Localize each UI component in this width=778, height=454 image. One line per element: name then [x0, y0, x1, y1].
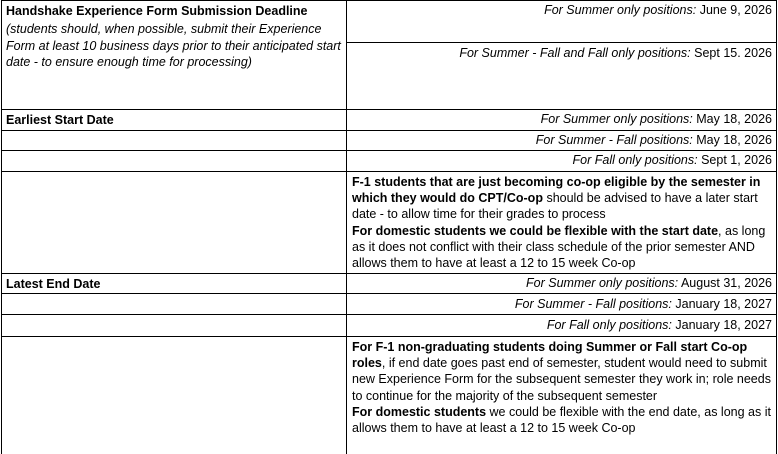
date-label: For Fall only positions:	[546, 318, 672, 332]
cell-deadline-dates[interactable]	[347, 1, 776, 109]
cell-empty[interactable]	[1, 294, 347, 315]
date-value: June 9, 2026	[699, 3, 772, 17]
date-value: January 18, 2027	[675, 297, 772, 311]
date-label: For Summer - Fall positions:	[514, 297, 672, 311]
end-date-fall	[547, 318, 772, 333]
start-date-summer-fall	[536, 133, 772, 148]
grid-line	[776, 0, 777, 454]
row-start-fall	[1, 151, 776, 172]
date-value: Sept 15. 2026	[694, 46, 772, 60]
row-end-note	[1, 337, 776, 454]
date-value: August 31, 2026	[680, 276, 772, 290]
start-note-domestic-text: , as long as it does not conflict with their class schedule of the prior semester AND allows them to have at least a 12 to 15 week Co-op	[352, 223, 766, 271]
start-date-summer	[541, 112, 772, 127]
cell-end-header[interactable]	[1, 274, 347, 294]
cell-empty[interactable]	[1, 337, 347, 454]
deadline-date-fall	[459, 46, 772, 61]
end-date-summer-fall	[515, 297, 772, 312]
start-note	[352, 174, 774, 271]
cell-empty[interactable]	[1, 151, 347, 172]
date-value: January 18, 2027	[675, 318, 772, 332]
deadline-date-summer	[544, 3, 772, 18]
grid-line	[1, 0, 2, 454]
start-note-domestic-bold: For domestic students we could be flexible with the start date	[352, 223, 719, 238]
row-end-fall	[1, 315, 776, 337]
grid-line	[1, 0, 776, 1]
cell-start-note[interactable]	[347, 172, 776, 273]
start-note-f1-text: should be advised to have a later start date - to allow time for their grades to process	[352, 191, 758, 222]
end-title: Latest End Date	[6, 277, 101, 291]
end-date-summer	[526, 276, 772, 291]
cell-start-summer[interactable]	[347, 110, 776, 131]
date-label: For Summer only positions:	[544, 3, 697, 17]
grid-line	[1, 273, 776, 274]
row-deadline	[1, 1, 776, 109]
end-note-domestic-bold: For domestic students	[352, 404, 487, 419]
date-value: May 18, 2026	[696, 133, 772, 147]
deadline-subtitle: (students should, when possible, submit their Experience Form at least 10 business days prior to their anticipated start date - to ensure enough time for processing)	[6, 22, 341, 69]
cell-end-summer[interactable]	[347, 274, 776, 294]
deadline-title: Handshake Experience Form Submission Deadline	[6, 4, 308, 18]
date-value: Sept 1, 2026	[701, 153, 772, 167]
cell-deadline-header[interactable]	[1, 1, 347, 109]
grid-line	[347, 42, 776, 43]
start-date-fall	[573, 153, 772, 168]
date-label: For Fall only positions:	[572, 153, 698, 167]
cell-empty[interactable]	[1, 131, 347, 151]
date-label: For Summer - Fall and Fall only positions:	[459, 46, 691, 60]
grid-line	[1, 314, 776, 315]
end-note	[352, 339, 774, 436]
row-end-summer	[1, 274, 776, 294]
grid-line	[1, 150, 776, 151]
cell-end-note[interactable]	[347, 337, 776, 454]
grid-line	[1, 336, 776, 337]
row-start-summer	[1, 110, 776, 131]
grid-line	[1, 130, 776, 131]
grid-line	[1, 293, 776, 294]
date-value: May 18, 2026	[696, 112, 772, 126]
end-note-f1-text: , if end date goes past end of semester, student would need to submit new Experience Form for the subsequent semester they work in; role needs to continue for the majority of the subsequent semester	[352, 356, 771, 403]
row-start-note	[1, 172, 776, 273]
cell-empty[interactable]	[1, 172, 347, 273]
date-label: For Summer only positions:	[526, 276, 679, 290]
cell-end-summer-fall[interactable]	[347, 294, 776, 315]
date-label: For Summer - Fall positions:	[535, 133, 693, 147]
cell-empty[interactable]	[1, 315, 347, 337]
start-title: Earliest Start Date	[6, 113, 114, 127]
cell-end-fall[interactable]	[347, 315, 776, 337]
start-note-f1-bold: F-1 students that are just becoming co-op eligible by the semester in which they would do CPT/Co-op	[352, 175, 761, 206]
cell-start-fall[interactable]	[347, 151, 776, 172]
row-end-summer-fall	[1, 294, 776, 315]
cell-start-summer-fall[interactable]	[347, 131, 776, 151]
cell-start-header[interactable]	[1, 110, 347, 131]
grid-line	[1, 171, 776, 172]
grid-line	[1, 109, 776, 110]
end-note-domestic-text: we could be flexible with the end date, as long as it allows them to have at least a 12 to 15 week Co-op	[352, 404, 771, 436]
grid-line	[346, 0, 347, 454]
end-note-f1-bold: For F-1 non-graduating students doing Summer or Fall start Co-op roles	[352, 340, 748, 371]
row-start-summer-fall	[1, 131, 776, 151]
date-label: For Summer only positions:	[540, 112, 693, 126]
